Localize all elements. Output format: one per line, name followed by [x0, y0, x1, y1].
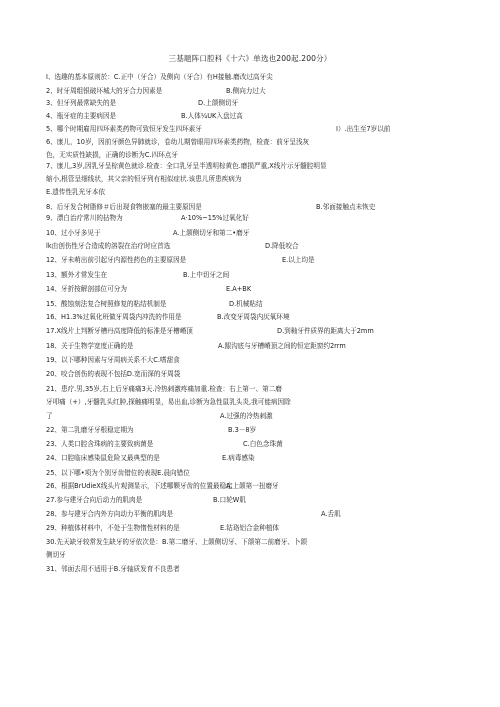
answer-text: A.上颌侧切牙和第二•磨牙 [173, 229, 250, 237]
question-text: 21、患疗.男,35岁,右上后牙痛痛3天.冷热刺激疼痛加重.检查：右上第一、第二磨 [46, 385, 282, 393]
question-text: 8、后牙发合树脂修＃后出现食物嵌塞的最主要原因是 [46, 203, 202, 211]
question-line [46, 342, 346, 351]
answer-text: D.到釉牙件质界的距离大于2mm [277, 327, 374, 335]
answer-text: E.以上均是 [282, 256, 315, 264]
question-line [46, 203, 376, 212]
question-text: 19、以下哪种因素与牙周病关系不大C.嗜甜食 [46, 356, 180, 364]
question-text: 20、咬合创伤的表现不包括D.宽而深的牙周袋 [46, 370, 181, 378]
question-text: 24、口腔临床感染鼠危险又最典型的是 [46, 454, 160, 462]
question-line [46, 454, 255, 463]
answer-text: B.3－8岁 [228, 426, 257, 434]
question-text: 了 [46, 412, 53, 420]
question-text: I、选趣的基本原则於：C.正中（牙合）及侧向（牙合）有H接触.磨改过高牙尖 [46, 73, 273, 81]
answer-text: B.改变牙周袋内厌氧环境 [217, 313, 290, 321]
question-line [46, 271, 230, 280]
question-text: 牙叩痛（+）,牙髓乳头红肿,探触痛明显，易出血,诊断为急性鼠乳头炎,我可能病因除 [46, 398, 291, 406]
question-line [46, 313, 290, 322]
question-text: 缩小,根管呈细线状，其父亲的恒牙列有相似症状.该患儿所患疾病为 [46, 175, 242, 183]
question-text: 13、额外才常发生在 [46, 271, 108, 279]
answer-text: C.白色念珠菌 [243, 440, 283, 448]
question-line [46, 242, 299, 251]
answer-text: B.侧向力过大 [226, 87, 266, 95]
question-line [46, 551, 66, 560]
question-text: 29、种植体材料中，不处于生物惰性材料的是 [46, 524, 180, 532]
page-title: 三基题阵口腔科《十六》单选也200起.200分） [168, 54, 332, 63]
question-line [46, 256, 315, 265]
question-text: 12、牙未萌出前引起牙内源性药色的主要原因是 [46, 256, 187, 264]
question-line [46, 398, 291, 407]
question-line [46, 524, 280, 533]
question-text: 26、根据BrUdieX线头片观测显示，下述哪颗牙齿的位置最稳定 [46, 482, 233, 490]
question-line [46, 327, 374, 336]
answer-text: D.机械粘结 [229, 300, 263, 308]
question-line [46, 496, 246, 505]
question-text: 15、酸蚀刻法复合树照修复的粘结机制是 [46, 300, 167, 308]
answer-text: A.龈沟底与牙槽嵴顶之间的恒定距窗约2rrm [218, 342, 346, 350]
answer-text: E.钴珞铝合金种植体 [220, 524, 280, 532]
question-line [46, 538, 307, 547]
question-line [46, 285, 252, 294]
question-text: 7、康儿,3岁,因乳牙呈棕黄色就诊.检查：全口乳牙呈半透明棕黄色.磨损严重,X线片示牙髓腔明显 [46, 162, 327, 170]
question-line [46, 138, 309, 147]
question-line [46, 370, 180, 379]
question-text: 18、关于生物学宽度正确的是 [46, 342, 134, 350]
answer-text: D.降低咬合 [265, 242, 299, 250]
question-text: 28、参与建牙合内外方向动力平衡的肌肉是 [46, 510, 174, 518]
question-text: 6、康儿，10岁，因前牙颜色异肺就诊，卷幼儿期曾眼用四环素类药物，检查：前牙呈浅灰 [46, 138, 310, 146]
question-line [46, 73, 273, 82]
question-text: 4、瓶牙症的主要病因是 [46, 112, 117, 120]
answer-text: B.口轮W肌 [213, 496, 246, 504]
question-line [46, 175, 241, 184]
question-text: E.遗传性乳光牙本依 [46, 188, 106, 196]
question-text: 3、但牙列最常缺失的是 [46, 99, 117, 107]
answer-text: E.A+BK [226, 285, 252, 293]
question-line [46, 87, 266, 96]
question-text: 30.先天缺牙较常发生缺牙的牙依次是：B.第二磨牙、上颌侧切牙、下颌第二前磨牙、卜颌 [46, 538, 308, 546]
question-text: 16、H1.3%过氧化班做牙周袋内冲洗的作用是 [46, 313, 182, 321]
question-text: 侧切牙 [46, 551, 66, 559]
question-text: 9、漂白治疗常川的拈物为 [46, 214, 123, 222]
question-text: 5、哪个时期雇用四环素类药物可致恒牙发生四环素牙 [46, 125, 202, 133]
question-text: 23、人类口腔含珠病的主要致病菌是 [46, 440, 154, 448]
answer-text: B.人体¼UK入盘过高 [181, 112, 243, 120]
answer-text: A.舌肌 [321, 510, 341, 518]
question-line [46, 426, 257, 435]
question-line [46, 162, 327, 171]
question-line [46, 112, 243, 121]
answer-text: A·10%~15%过氧化好 [181, 214, 249, 222]
answer-text: A.过强的冷热刺激 [220, 412, 273, 420]
question-text: 2、时牙周组银破坏城大的牙合力因素是 [46, 87, 163, 95]
answer-text: E.病毒感染 [222, 454, 255, 462]
question-line [46, 565, 180, 574]
question-text: 14、牙折按解剖部位可分为 [46, 285, 127, 293]
answer-text: D.上颌侧切牙 [198, 99, 239, 107]
question-line [46, 300, 263, 309]
question-line [46, 125, 391, 134]
question-line [46, 229, 250, 238]
question-text: 27.参与建牙合向后动力的肌肉是 [46, 496, 143, 504]
question-line [46, 188, 105, 197]
question-line [46, 151, 178, 160]
question-text: 22、第二乳磨牙牙根稳定期为 [46, 426, 134, 434]
question-line [46, 482, 279, 491]
question-text: 25、以下哪•项为个别牙齿错位的表现E.晨向错位 [46, 469, 190, 477]
question-line [46, 510, 341, 519]
question-line [46, 356, 180, 365]
question-line [46, 412, 273, 421]
answer-text: B.邻面接触点未恢史 [316, 203, 376, 211]
question-line [46, 99, 239, 108]
question-text: 10、过小牙多见于 [46, 229, 101, 237]
question-text: 31、邻面去用不适用于B.牙轴质发育不良患者 [46, 565, 180, 573]
answer-text: I）.出生至7岁以前 [336, 125, 391, 133]
question-line [46, 385, 282, 394]
question-text: 17.X线片上判断牙槽丹高度降低的标准是牙槽嵴顶 [46, 327, 193, 335]
question-line [46, 469, 190, 478]
answer-text: B.上中切牙之间 [183, 271, 230, 279]
question-line [46, 214, 249, 223]
question-line [46, 440, 283, 449]
question-text: lk由创伤性牙合造成的溶裂在治疗时应首选 [46, 242, 171, 250]
question-text: 色，无实质性缺损，正确的诊断为C.四环点牙 [46, 151, 178, 159]
answer-text: A.上颌第一扭磨牙 [226, 482, 279, 490]
